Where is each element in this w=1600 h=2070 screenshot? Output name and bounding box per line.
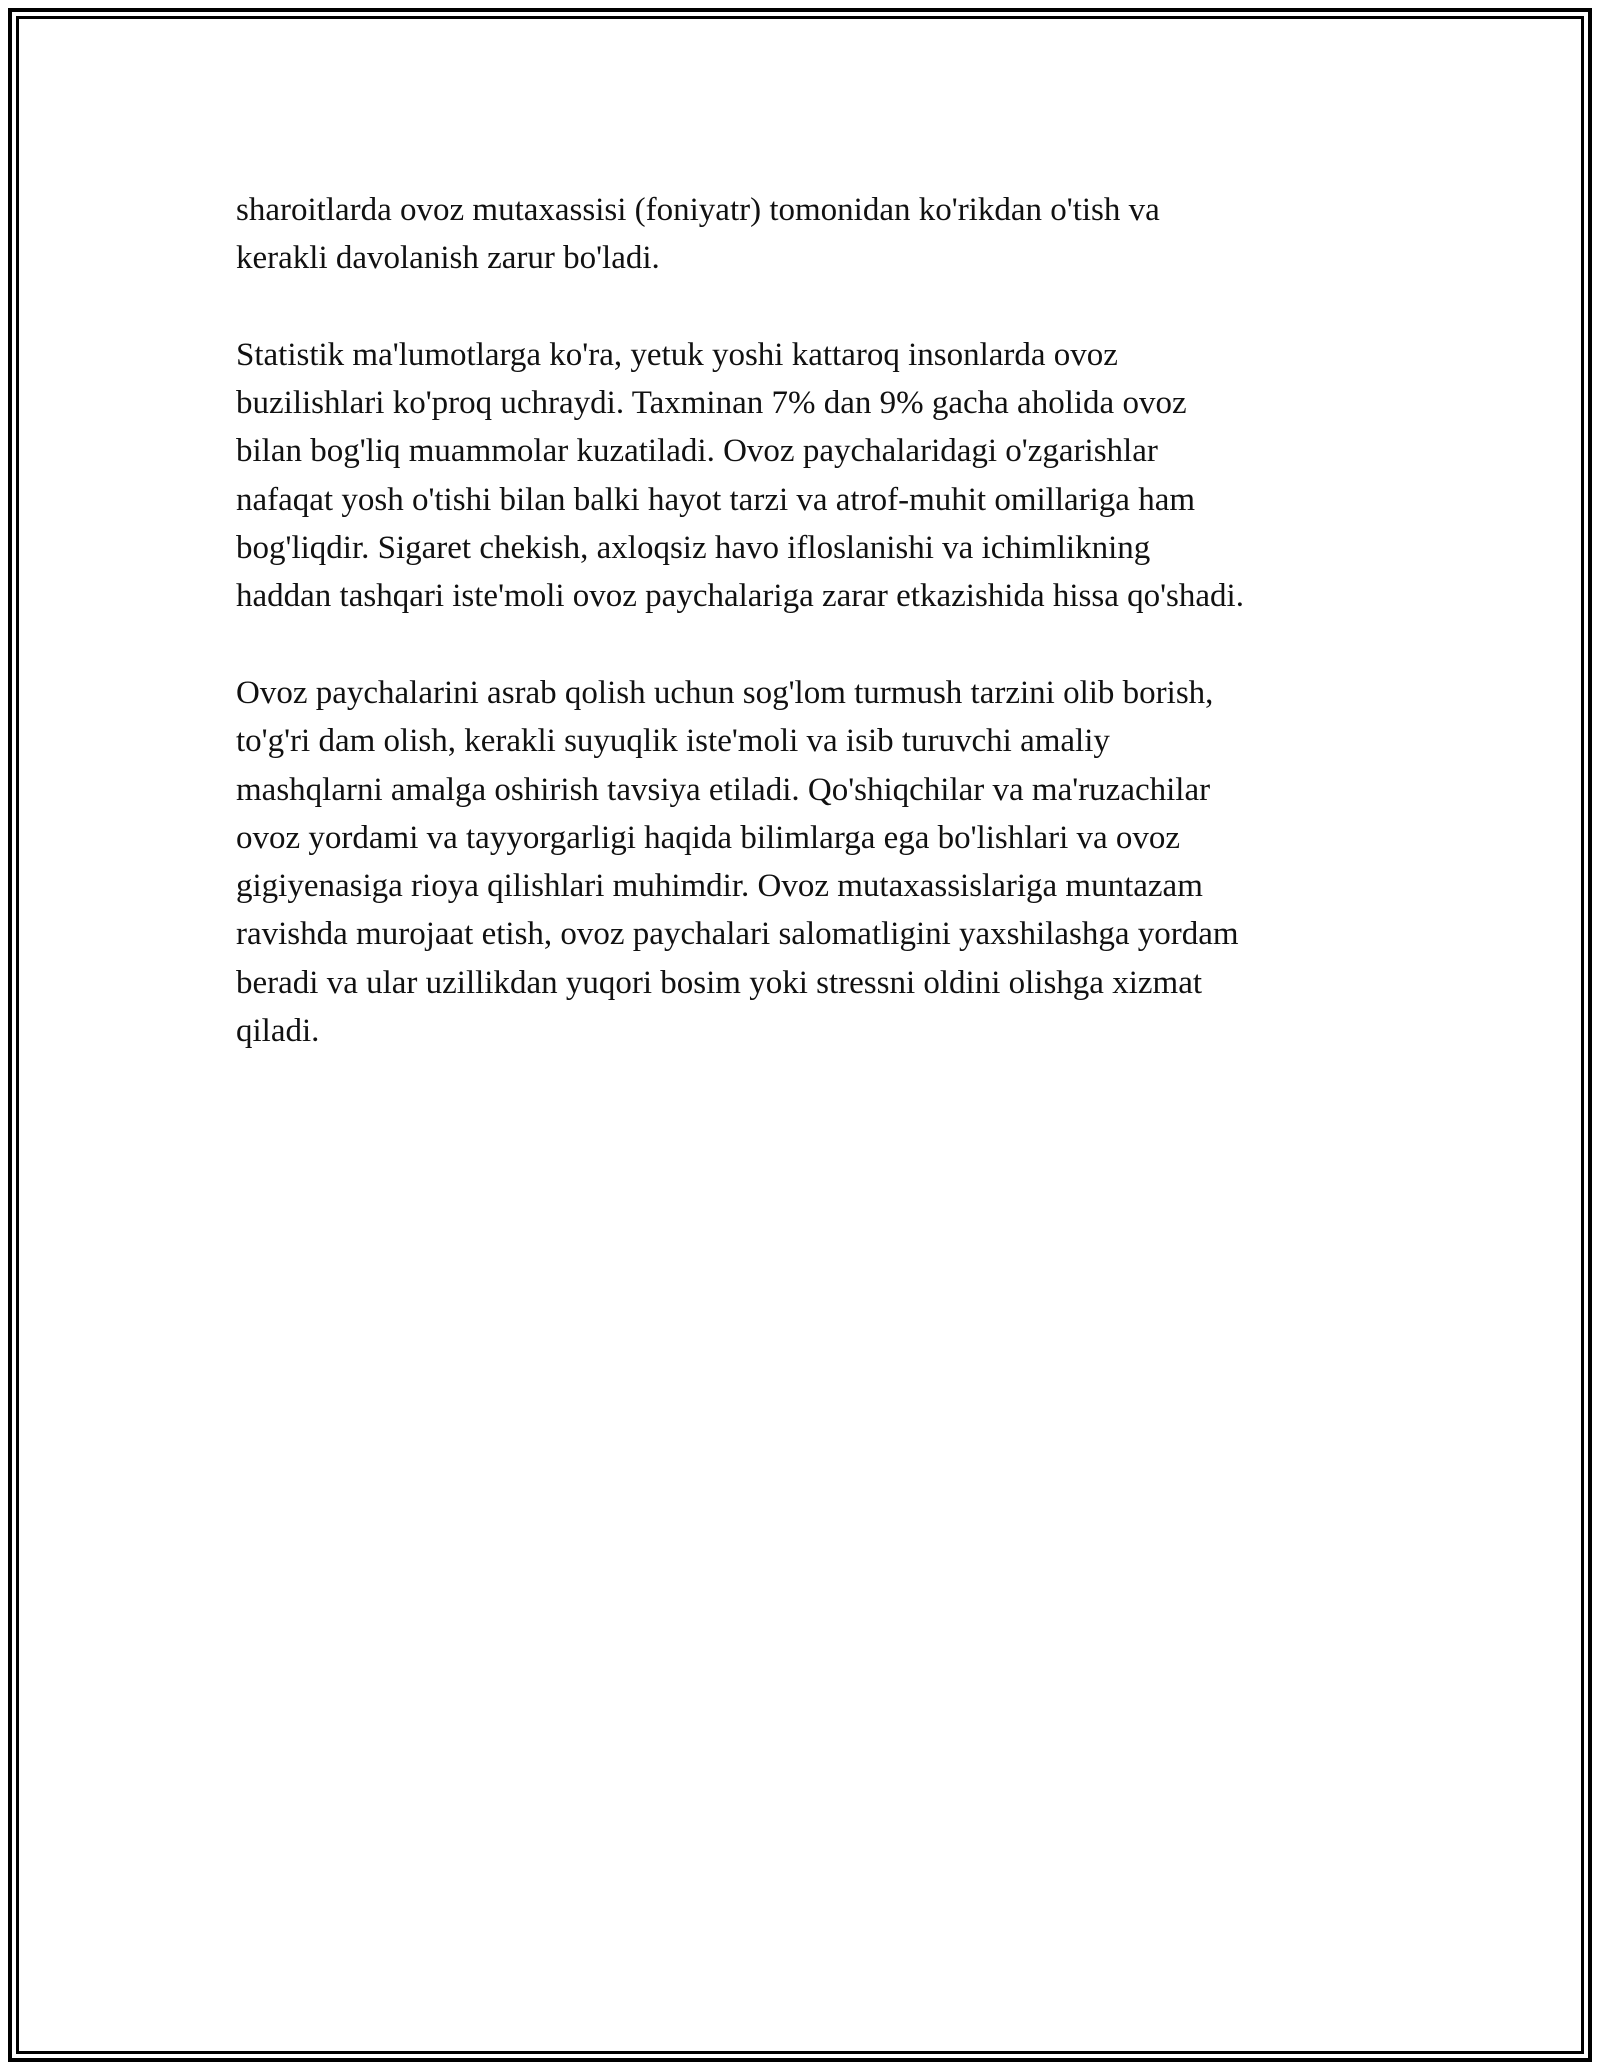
text-line: mashqlarni amalga oshirish tavsiya etiladi. Qo'shiqchilar va ma'ruzachilar (236, 771, 1211, 808)
text-line: nafaqat yosh o'tishi bilan balki hayot tarzi va atrof-muhit omillariga ham (236, 481, 1196, 518)
text-line: Ovoz paychalarini asrab qolish uchun sog'lom turmush tarzini olib borish, (236, 674, 1214, 711)
text-line: ravishda murojaat etish, ovoz paychalari salomatligini yaxshilashga yordam (236, 916, 1239, 953)
text-line: sharoitlarda ovoz mutaxassisi (foniyatr) tomonidan ko'rikdan o'tish va (236, 192, 1160, 228)
paragraph-1 (236, 186, 1386, 283)
text-line: bilan bog'liq muammolar kuzatiladi. Ovoz paychalaridagi o'zgarishlar (236, 433, 1158, 470)
text-line: Statistik ma'lumotlarga ko'ra, yetuk yoshi kattaroq insonlarda ovoz (236, 336, 1118, 373)
text-line: qiladi. (236, 1013, 320, 1050)
text-line: to'g'ri dam olish, kerakli suyuqlik iste'moli va isib turuvchi amaliy (236, 723, 1110, 760)
paragraph-3 (236, 669, 1386, 1055)
document-body (236, 186, 1386, 1104)
text-line: bog'liqdir. Sigaret chekish, axloqsiz havo ifloslanishi va ichimlikning (236, 530, 1151, 567)
text-line: gigiyenasiga rioya qilishlari muhimdir. Ovoz mutaxassislariga muntazam (236, 868, 1203, 905)
text-line: buzilishlari ko'proq uchraydi. Taxminan 7% dan 9% gacha aholida ovoz (236, 385, 1187, 422)
text-line: ovoz yordami va tayyorgarligi haqida bilimlarga ega bo'lishlari va ovoz (236, 819, 1181, 856)
paragraph-2 (236, 331, 1386, 621)
text-line: kerakli davolanish zarur bo'ladi. (236, 240, 660, 277)
text-line: haddan tashqari iste'moli ovoz paychalariga zarar etkazishida hissa qo'shadi. (236, 578, 1244, 615)
text-line: beradi va ular uzillikdan yuqori bosim yoki stressni oldini olishga xizmat (236, 964, 1203, 1001)
